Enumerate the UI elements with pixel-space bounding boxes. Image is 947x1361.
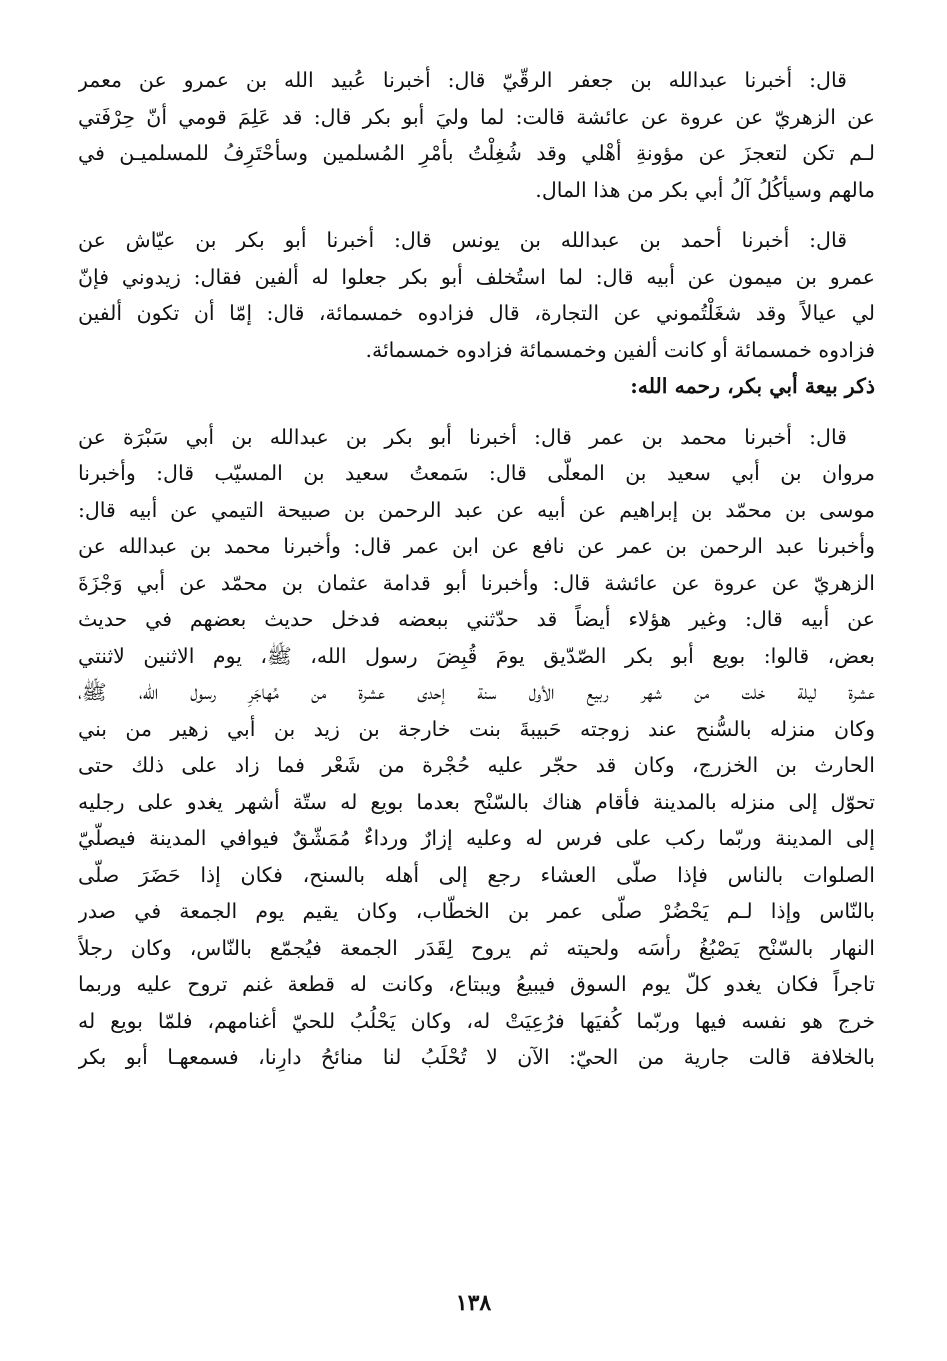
paragraph-3: [78, 419, 875, 1076]
text-line: وأخبرنا عبد الرحمن بن عمر عن نافع عن ابن عمر قال: وأخبرنا محمد بن عبدالله عن: [78, 534, 875, 558]
text-line: قال: أخبرنا عبدالله بن جعفر الرقّيّ قال: أخبرنا عُبيد الله بن عمرو عن معمر: [78, 68, 847, 92]
page-number: ١٣٨: [455, 1290, 492, 1316]
text-line: النهار بالسّنْح يَصْبُغُ رأسَه ولحيته ثم يروح لِقَدَر الجمعة فيُجمّع بالنّاس، وكان رجلاً: [78, 935, 875, 960]
text-line: بالنّاس وإذا لـم يَحْضُرْ صلّى عمر بن الخطّاب، وكان يقيم يوم الجمعة في صدر: [78, 899, 875, 923]
text-line: لي عيالاً وقد شغَلْتُموني عن التجارة، قال فزادوه خمسمائة، قال: إمّا أن تكون ألفين: [78, 301, 875, 325]
text-line: تاجراً فكان يغدو كلّ يوم السوق فيبيعُ ويبتاع، وكانت له قطعة غنم تروح عليه وربما: [78, 972, 875, 996]
text-line: تحوّل إلى منزله بالمدينة فأقام هناك بالسّنْح بعدما بويع له ستّة أشهر يغدو على رجليه: [78, 789, 875, 814]
text-line: لـم تكن لتعجزَ عن مؤونةِ أهْلي وقد شُغِلْتُ بأمْرِ المُسلمين وسأحْتَرِفُ للمسلميـن في: [78, 141, 875, 165]
page-body: [78, 62, 875, 1076]
text-line: قال: أخبرنا أحمد بن عبدالله بن يونس قال: أخبرنا أبو بكر بن عيّاش عن: [78, 228, 847, 252]
text-line: الحارث بن الخزرج، وكان قد حجّر عليه حُجْرة من شَعْر فما زاد على ذلك حتى: [78, 753, 875, 777]
text-line: موسى بن محمّد بن إبراهيم عن أبيه عن عبد الرحمن بن صبيحة التيمي عن أبيه قال:: [78, 497, 875, 522]
text-line: إلى المدينة وربّما ركب على فرس له وعليه إزارٌ ورداءٌ مُمَشّقٌ فيوافي المدينة فيصلّيّ: [78, 826, 875, 850]
section-heading: ذكر بيعة أبي بكر، رحمه الله:: [630, 374, 875, 398]
text-line: الصلوات بالناس فإذا صلّى العشاء رجع إلى أهله بالسنح، فكان إذا حَضَرَ صلّى: [78, 862, 875, 887]
text-line: بعض، قالوا: بويع أبو بكر الصّدّيق يومَ قُبِضَ رسول الله، ﷺ، يوم الاثنين لاثنتي: [78, 643, 875, 668]
text-line: مالهم وسيأكُلُ آلُ أبي بكر من هذا المال.: [535, 177, 875, 202]
text-line: قال: أخبرنا محمد بن عمر قال: أخبرنا أبو بكر بن عبدالله بن أبي سَبْرَة عن: [78, 424, 847, 449]
text-line: فزادوه خمسمائة أو كانت ألفين وخمسمائة فزادوه خمسمائة.: [365, 337, 875, 362]
paragraph-2: [78, 222, 875, 368]
paragraph-1: [78, 62, 875, 208]
text-line: وكان منزله بالسُّنح عند زوجته حَبيبةَ بنت خارجة بن زيد بن أبي زهير من بني: [78, 716, 875, 741]
text-line: بالخلافة قالت جارية من الحيّ: الآن لا تُحْلَبُ لنا منائحُ دارِنا، فسمعهـا أبو بكر: [78, 1045, 875, 1069]
text-line: الزهريّ عن عروة عن عائشة قال: وأخبرنا أبو قدامة عثمان بن محمّد عن أبي وَجْزَةَ: [78, 570, 875, 595]
text-line: خرج هو نفسه فيها وربّما كُفيَها فرُعِيَتْ له، وكان يَحْلُبُ للحيّ أغنامهم، فلمّا بويع له: [78, 1008, 875, 1033]
text-line: عن الزهريّ عن عروة عن عائشة قالت: لما وليَ أبو بكر قال: قد عَلِمَ قومي أنّ حِرْفَتي: [78, 104, 875, 129]
text-line: عشرة ليلة خلت من شهر ربيع الأول سنة إحدى عشرة من مُهاجَرِ رسول الله، ﷺ،: [78, 680, 875, 704]
text-line: عمرو بن ميمون عن أبيه قال: لما استُخلف أبو بكر جعلوا له ألفين فقال: زيدوني فإنّ: [78, 264, 875, 289]
text-line: مروان بن أبي سعيد بن المعلّى قال: سَمعتُ سعيد بن المسيّب قال: وأخبرنا: [78, 461, 875, 485]
text-line: عن أبيه قال: وغير هؤلاء أيضاً قد حدّثني ببعضه فدخل حديث بعضهم في حديث: [78, 607, 875, 631]
